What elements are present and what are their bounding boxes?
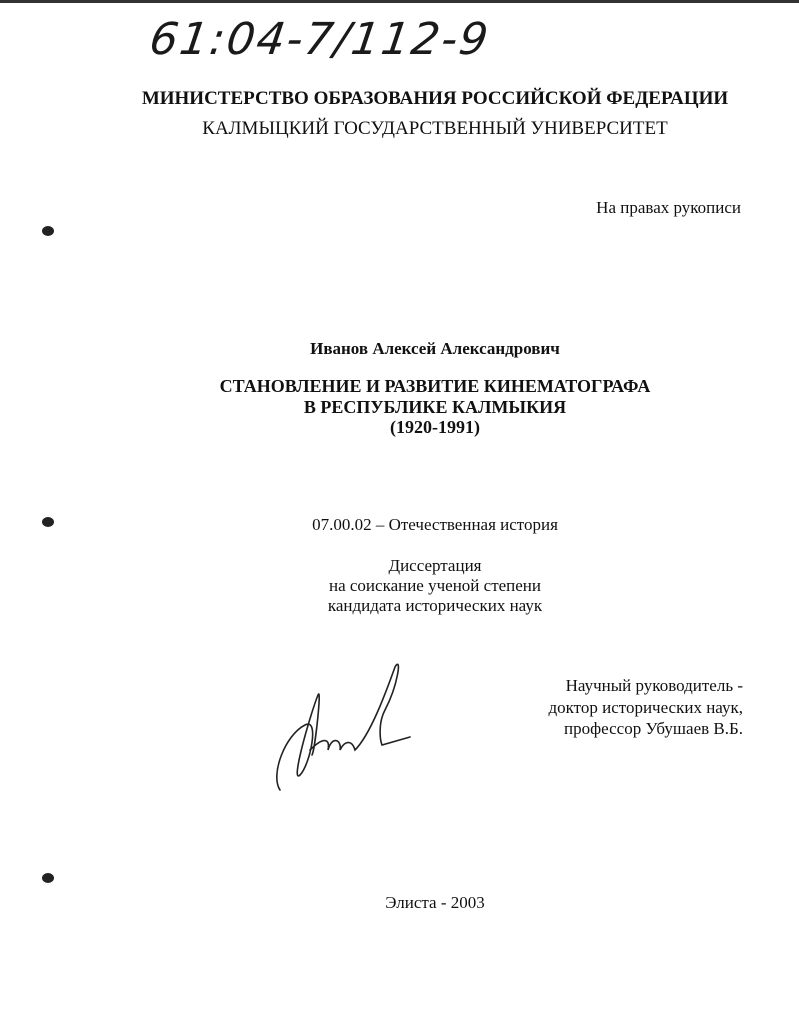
degree-line: Диссертация: [388, 556, 482, 575]
university-heading: КАЛМЫЦКИЙ ГОСУДАРСТВЕННЫЙ УНИВЕРСИТЕТ: [202, 118, 668, 139]
supervisor-line: профессор Убушаев В.Б.: [564, 719, 743, 738]
thesis-title-line: В РЕСПУБЛИКЕ КАЛМЫКИЯ: [303, 397, 567, 417]
punch-hole-mark: [42, 873, 54, 883]
ministry-heading: МИНИСТЕРСТВО ОБРАЗОВАНИЯ РОССИЙСКОЙ ФЕДЕРАЦИИ: [141, 88, 729, 109]
supervisor-line: Научный руководитель -: [565, 676, 743, 695]
thesis-title-line: СТАНОВЛЕНИЕ И РАЗВИТИЕ КИНЕМАТОГРАФА: [219, 376, 651, 396]
handwritten-catalog-code: 61:04-7/112-9: [146, 14, 494, 65]
supervisor-line: доктор исторических наук,: [548, 698, 743, 717]
degree-line: на соискание ученой степени: [328, 576, 542, 595]
signature: [270, 655, 420, 800]
punch-hole-mark: [42, 226, 54, 236]
specialty-code: 07.00.02 – Отечественная история: [312, 515, 558, 534]
thesis-title-years: (1920-1991): [390, 417, 480, 437]
scan-edge: [0, 0, 799, 3]
manuscript-note: На правах рукописи: [596, 198, 741, 217]
author-name: Иванов Алексей Александрович: [310, 339, 560, 358]
place-and-year: Элиста - 2003: [385, 893, 485, 912]
degree-line: кандидата исторических наук: [327, 596, 543, 615]
